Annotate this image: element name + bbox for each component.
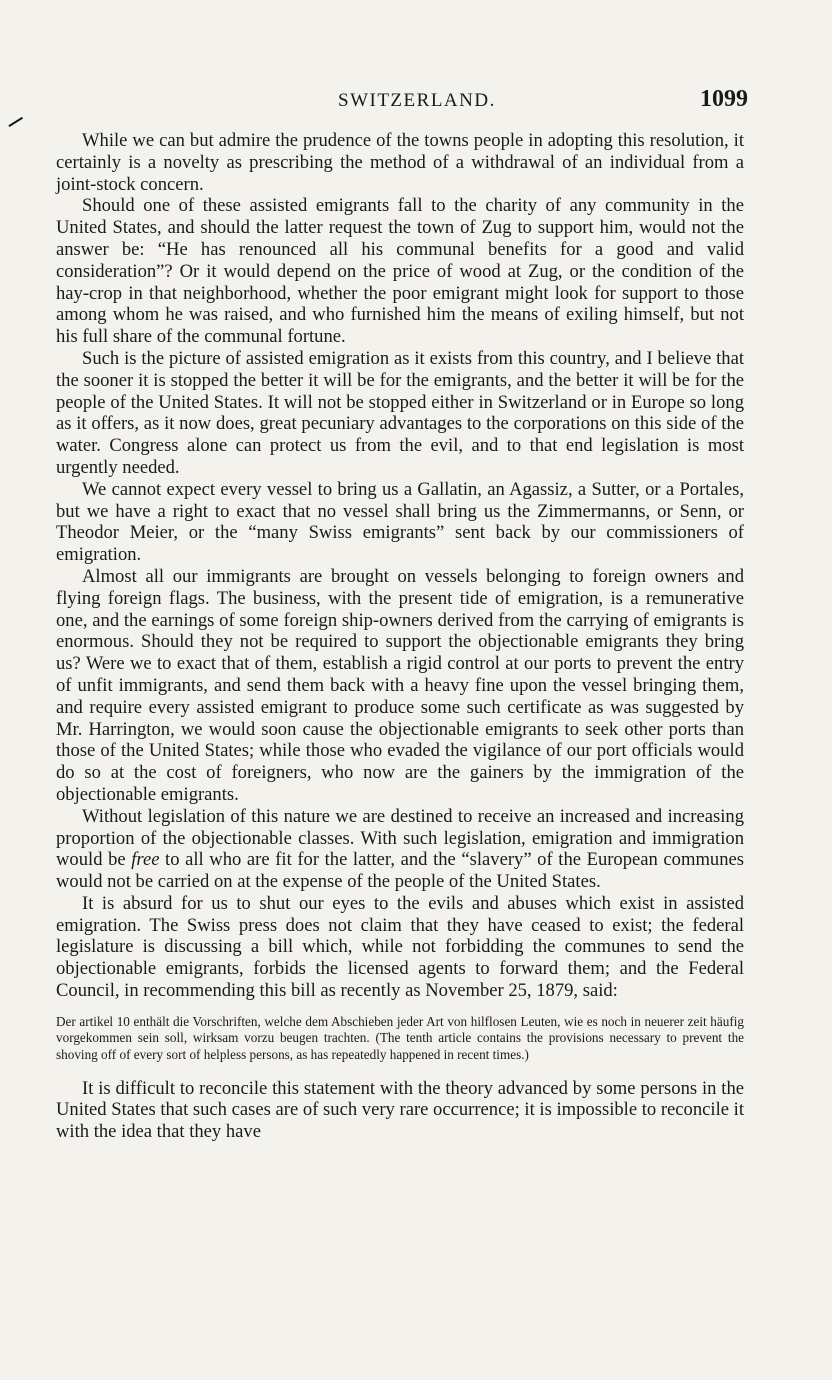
paragraph-6	[56, 806, 744, 893]
italic-free: free	[131, 849, 160, 871]
block-quote	[56, 1014, 744, 1064]
running-head: SWITZERLAND.	[338, 90, 496, 111]
quote-translation: (The tenth article contains the provisions necessary to prevent the shoving off of every sort of helpless persons, as has repeatedly happened in recent times.)	[56, 1030, 745, 1063]
paragraph-7: It is absurd for us to shut our eyes to the evils and abuses which exist in assisted emigration. The Swiss press does not claim that they have ceased to exist; the federal legislature is discussing a bill which, while not forbidding the communes to send the objectionable emigrants, forbids the licensed agents to forward them; and the Federal Council, in recommending this bill as recently as November 25, 1879, said:	[56, 892, 744, 1002]
paragraph-3: Such is the picture of assisted emigration as it exists from this country, and I believe that the sooner it is stopped the better it will be for the emigrants, and the better it will be for the people of the United States. It will not be stopped either in Switzerland or in Europe so long as it offers, as it now does, great pecuniary advantages to the corporations on this side of the water. Congress alone can protect us from the evil, and to that end legislation is most urgently needed.	[56, 347, 744, 478]
quote-german: Der artikel 10 enthält die Vorschriften, welche dem Abschieben jeder Art von hilflosen Leuten, wie es noch in neuerer zeit häufig vorgekommen sein soll, wirksam vorzu beugen trachten.	[56, 1013, 744, 1046]
paragraph-4: We cannot expect every vessel to bring us a Gallatin, an Agassiz, a Sutter, or a Portales, but we have a right to exact that no vessel shall bring us the Zimmermanns, or Senn, or Theodor Meier, or the “many Swiss emigrants” sent back by our commissioners of emigration.	[56, 478, 744, 566]
paragraph-6-part-2: to all who are fit for the latter, and the “slavery” of the European communes would not be carried on at the expense of the people of the United States.	[56, 849, 744, 893]
paragraph-8: It is difficult to reconcile this statement with the theory advanced by some persons in the United States that such cases are of such very rare occurrence; it is impossible to reconcile it with the idea that they have	[56, 1077, 744, 1143]
page-header	[48, 86, 748, 118]
page-body	[56, 130, 744, 1143]
paragraph-5: Almost all our immigrants are brought on vessels belonging to foreign owners and flying foreign flags. The business, with the present tide of emigration, is a remunerative one, and the earnings of some foreign ship-owners derived from the carrying of emigrants is enormous. Should they not be required to support the objectionable emigrants they bring us? Were we to exact that of them, establish a rigid control at our ports to prevent the entry of unfit immigrants, and send them back with a heavy fine upon the vessel bringing them, and require every assisted emigrant to produce some such certificate as was suggested by Mr. Harrington, we would soon cause the objectionable emigrants to seek other ports than those of the United States; while those who evaded the vigilance of our port officials would do so at the cost of foreigners, who now are the gainers by the immigration of the objectionable emigrants.	[56, 565, 744, 805]
margin-mark	[1, 105, 23, 127]
page-number: 1099	[700, 86, 748, 112]
paragraph-6-part-1: Without legislation of this nature we are destined to receive an increased and increasing proportion of the objectionable classes. With such legislation, emigration and immigration would be	[56, 805, 744, 871]
paragraph-1: While we can but admire the prudence of the towns people in adopting this resolution, it certainly is a novelty as prescribing the method of a withdrawal of an individual from a joint-stock concern.	[56, 130, 744, 195]
paragraph-2: Should one of these assisted emigrants fall to the charity of any community in the United States, and should the latter request the town of Zug to support him, would not the answer be: “He has renounced all his communal benefits for a good and valid consideration”? Or it would depend on the price of wood at Zug, or the condition of the hay-crop in that neighborhood, whether the poor emigrant might look for support to those among whom he was raised, and who furnished him the means of exiling himself, but not his full share of the communal fortune.	[56, 195, 744, 348]
